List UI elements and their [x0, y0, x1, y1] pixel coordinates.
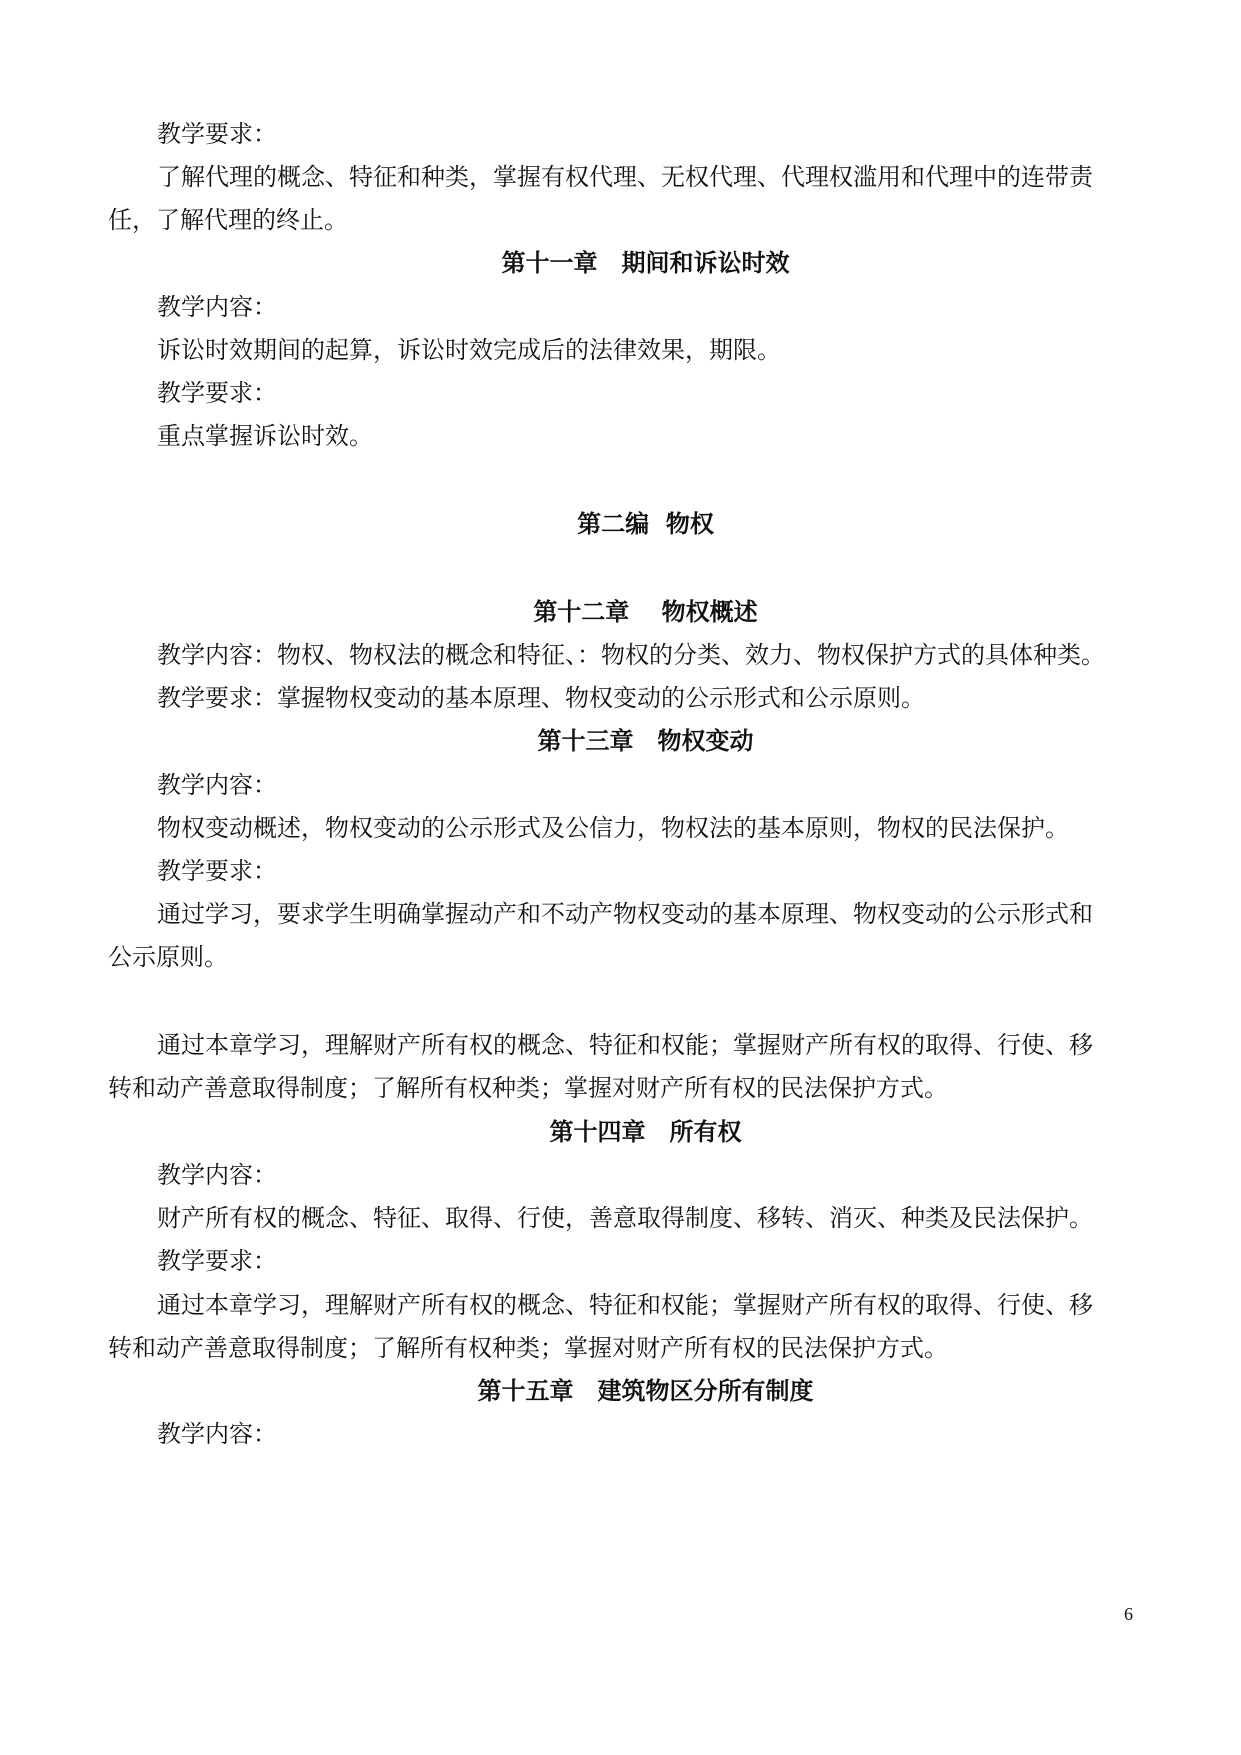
paragraph-text: 通过本章学习，理解财产所有权的概念、特征和权能；掌握财产所有权的取得、行使、移	[157, 1031, 1093, 1059]
chapter-heading: 第十二章 物权概述	[533, 597, 758, 626]
paragraph-text: 通过本章学习，理解财产所有权的概念、特征和权能；掌握财产所有权的取得、行使、移	[157, 1291, 1093, 1319]
paragraph-text: 财产所有权的概念、特征、取得、行使，善意取得制度、移转、消灭、种类及民法保护。	[157, 1204, 1093, 1232]
paragraph-text: 教学内容：物权、物权法的概念和特征、：物权的分类、效力、物权保护方式的具体种类。	[157, 641, 1105, 669]
part-heading: 第二编 物权	[577, 509, 714, 538]
chapter-heading: 第十一章 期间和诉讼时效	[501, 248, 790, 277]
paragraph-label: 教学内容：	[157, 293, 277, 321]
paragraph-text: 通过学习，要求学生明确掌握动产和不动产物权变动的基本原理、物权变动的公示形式和	[157, 900, 1093, 928]
chapter-heading: 第十五章 建筑物区分所有制度	[477, 1376, 814, 1405]
paragraph-text: 公示原则。	[108, 943, 228, 971]
paragraph-text: 诉讼时效期间的起算，诉讼时效完成后的法律效果，期限。	[157, 336, 781, 364]
paragraph-label: 教学要求：	[157, 857, 277, 885]
paragraph-label: 教学要求：	[157, 379, 277, 407]
paragraph-text: 了解代理的概念、特征和种类，掌握有权代理、无权代理、代理权滥用和代理中的连带责	[157, 163, 1093, 191]
paragraph-label: 教学要求：	[157, 120, 277, 148]
paragraph-text: 任，了解代理的终止。	[108, 206, 348, 234]
page-number: 6	[1124, 1604, 1133, 1624]
paragraph-label: 教学内容：	[157, 1161, 277, 1189]
paragraph-text: 转和动产善意取得制度；了解所有权种类；掌握对财产所有权的民法保护方式。	[108, 1074, 948, 1102]
chapter-heading: 第十三章 物权变动	[537, 726, 754, 755]
paragraph-label: 教学要求：	[157, 1247, 277, 1275]
paragraph-label: 教学内容：	[157, 1420, 277, 1448]
paragraph-text: 物权变动概述，物权变动的公示形式及公信力，物权法的基本原则，物权的民法保护。	[157, 814, 1069, 842]
chapter-heading: 第十四章 所有权	[549, 1117, 742, 1146]
paragraph-text: 重点掌握诉讼时效。	[157, 422, 373, 450]
paragraph-text: 教学要求：掌握物权变动的基本原理、物权变动的公示形式和公示原则。	[157, 684, 925, 712]
paragraph-text: 转和动产善意取得制度；了解所有权种类；掌握对财产所有权的民法保护方式。	[108, 1334, 948, 1362]
paragraph-label: 教学内容：	[157, 771, 277, 799]
